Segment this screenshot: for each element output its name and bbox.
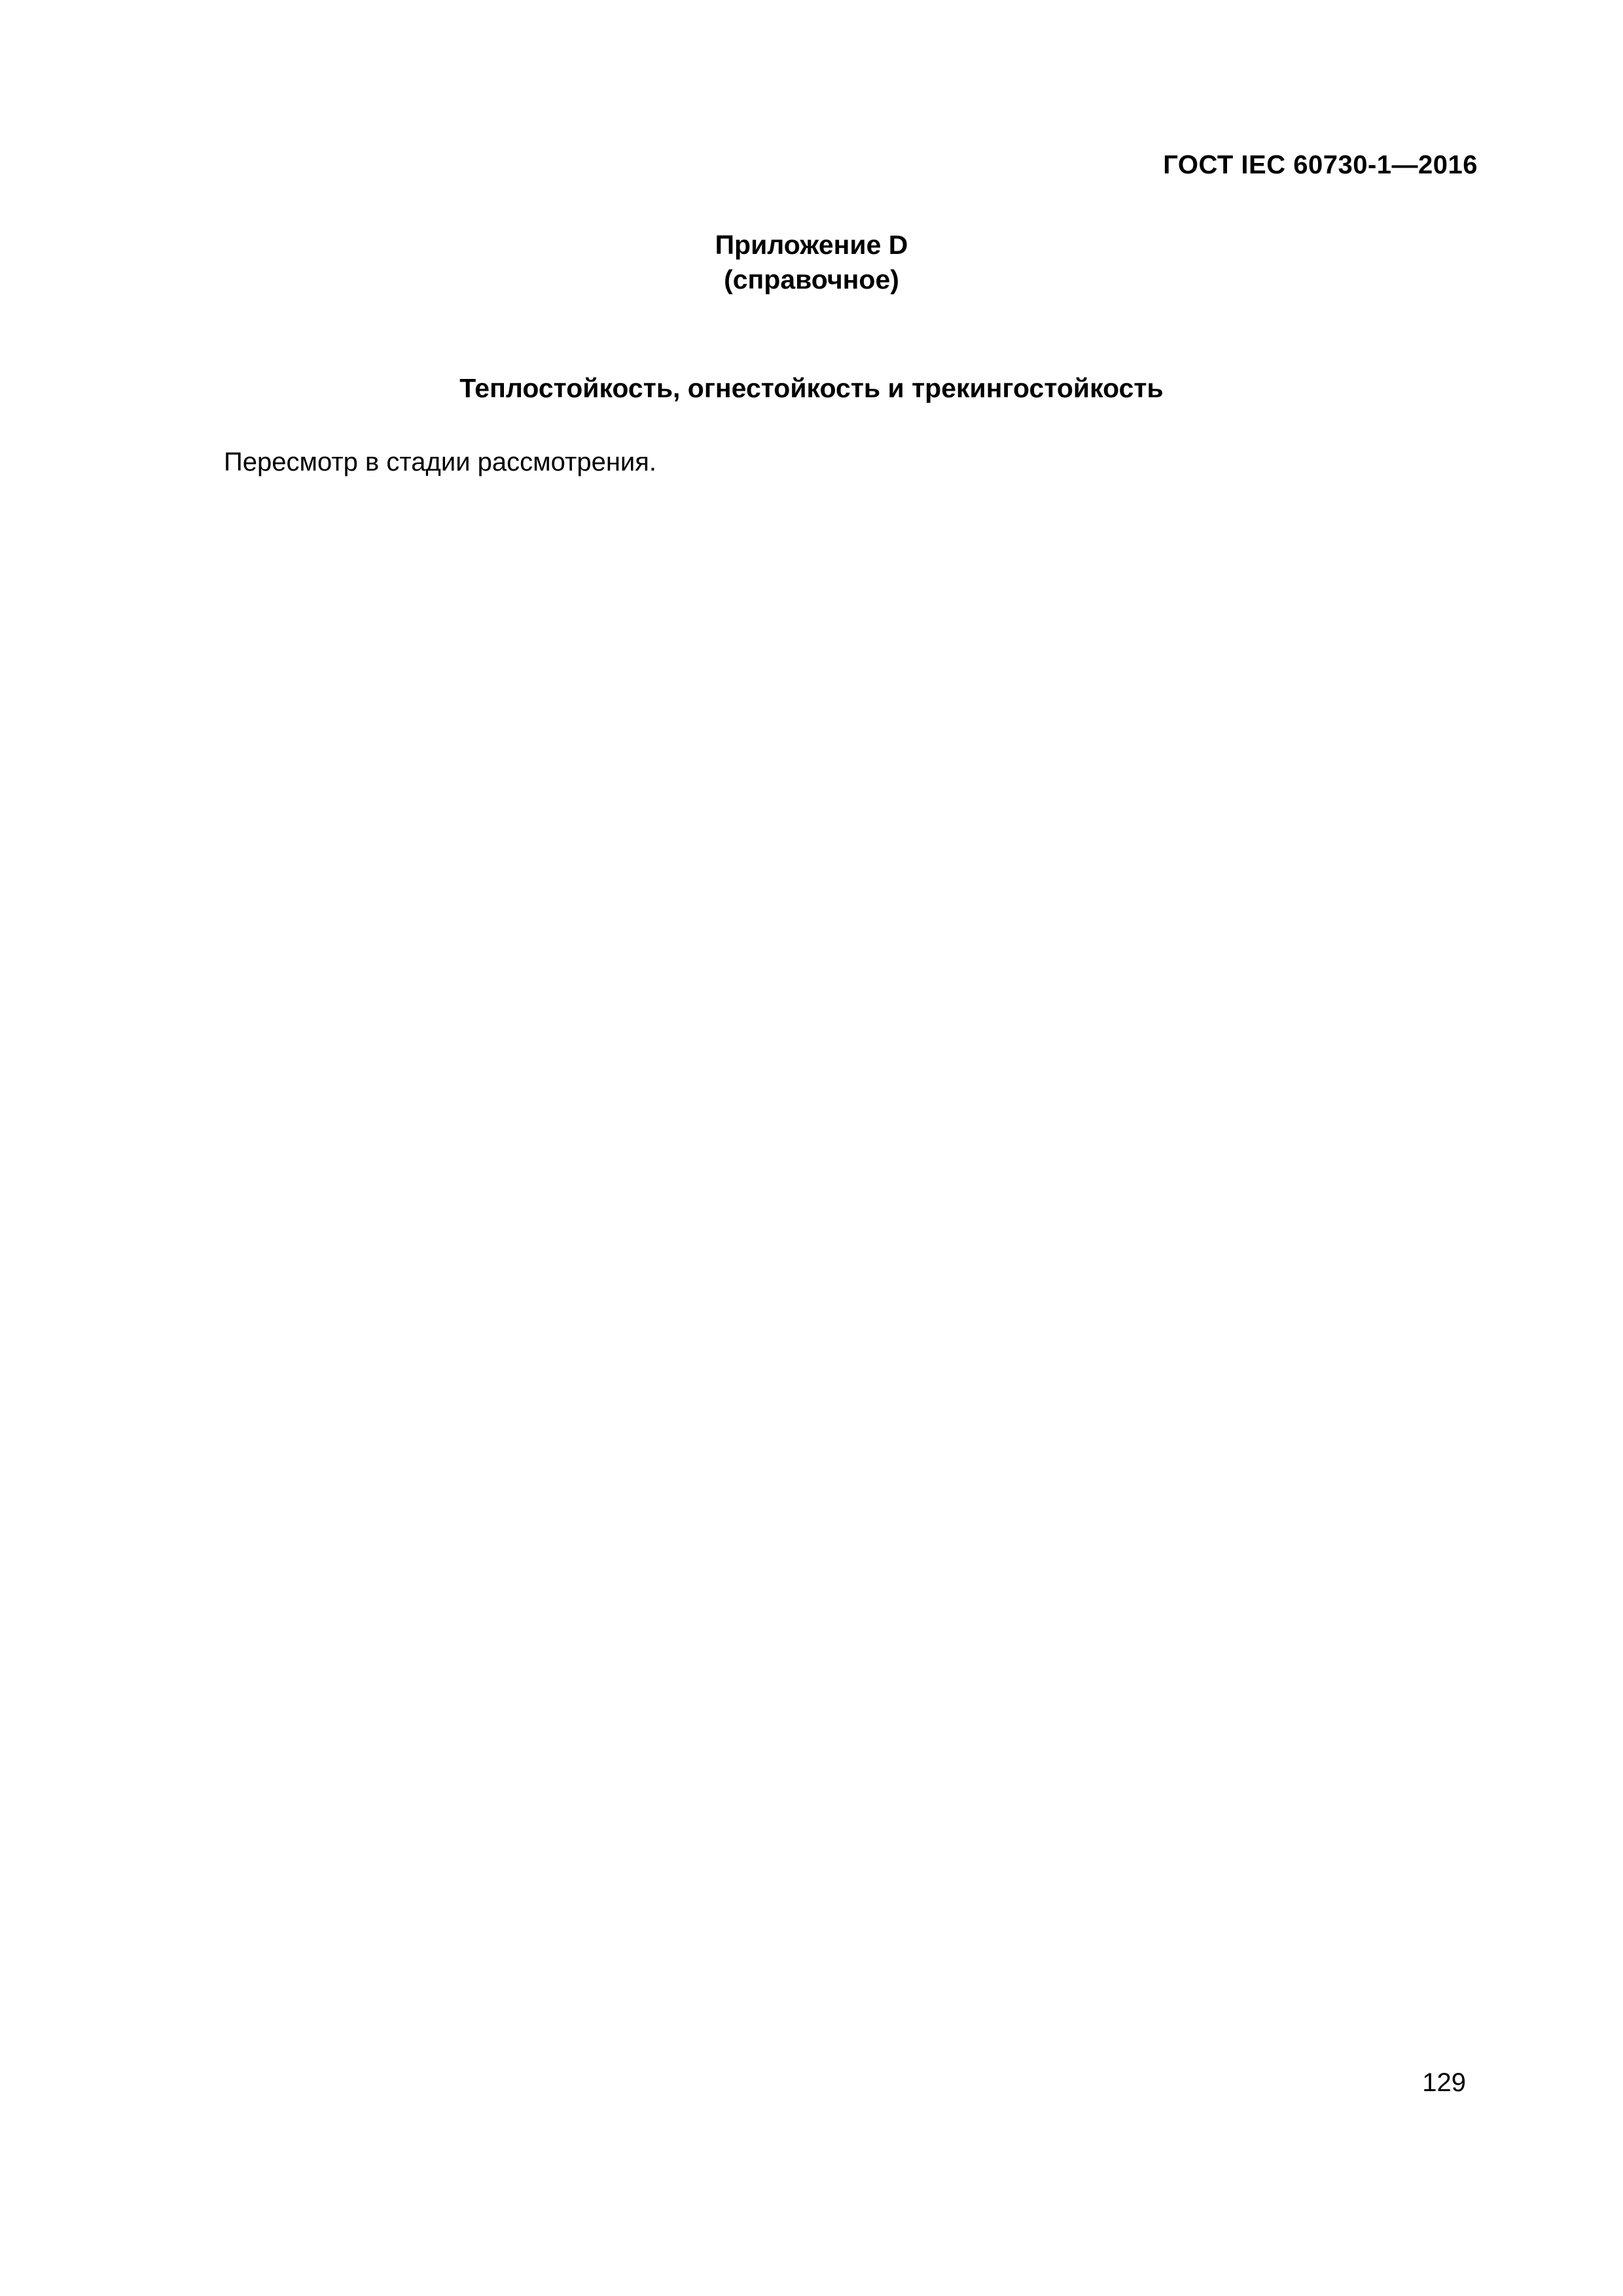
appendix-subtitle: (справочное) (724, 264, 899, 295)
body-paragraph: Пересмотр в стадии рассмотрения. (224, 448, 657, 476)
appendix-block (0, 228, 1623, 297)
document-designation-header: ГОСТ IEC 60730-1—2016 (1163, 151, 1478, 179)
section-heading: Теплостойкость, огнестойкость и трекингостойкость (459, 373, 1164, 403)
appendix-title: Приложение D (715, 230, 908, 260)
page-number: 129 (1422, 2068, 1466, 2097)
